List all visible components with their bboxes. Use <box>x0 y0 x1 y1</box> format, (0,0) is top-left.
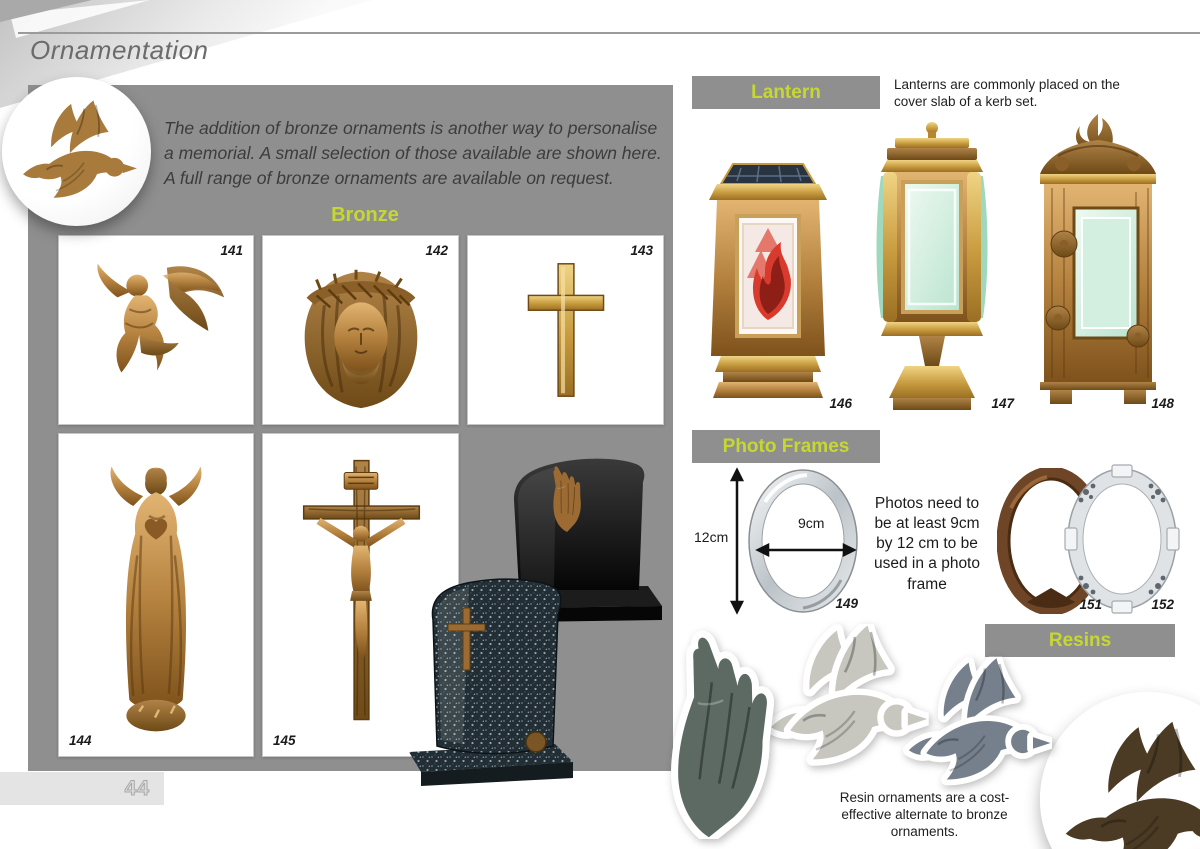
bronze-dove-dark-icon <box>1055 720 1200 849</box>
product-number: 146 <box>829 396 852 411</box>
product-number: 141 <box>220 243 243 258</box>
bronze-christ-head-icon <box>276 246 446 414</box>
header-rule <box>18 32 1200 34</box>
section-title-bronze: Bronze <box>331 204 399 226</box>
width-dimension-label: 9cm <box>798 515 825 531</box>
product-number: 148 <box>1151 396 1174 411</box>
section-title-photo-frames: Photo Frames <box>722 435 850 457</box>
bronze-dove-medallion <box>1040 692 1200 849</box>
product-number: 152 <box>1151 597 1174 612</box>
resin-dove-dark-image <box>900 655 1052 790</box>
bronze-christ-statue-icon <box>72 445 240 745</box>
page-title: Ornamentation <box>30 35 209 65</box>
lantern-caption: Lanterns are commonly placed on the cover slab of a kerb set. <box>894 77 1120 109</box>
resin-praying-hands-image <box>650 617 815 839</box>
intro-text: The addition of bronze ornaments is another way to personalise a memorial. A small selection of those available are shown here. A full range of bronze ornaments are available on request. <box>164 118 662 188</box>
height-dimension-label: 12cm <box>694 529 729 545</box>
section-header-resins <box>985 624 1175 657</box>
product-card-141 <box>58 235 254 425</box>
dove-badge <box>2 77 151 226</box>
lantern-148-image <box>1018 112 1178 414</box>
product-number: 144 <box>69 733 92 748</box>
section-title-resins: Resins <box>1048 629 1112 651</box>
resins-caption: Resin ornaments are a cost-effective alternate to bronze ornaments. <box>839 790 1010 839</box>
photo-frames-note: Photos need to be at least 9cm by 12 cm to be used in a photo frame <box>873 495 980 593</box>
product-number: 149 <box>835 596 858 611</box>
photo-frame-152-image <box>1064 464 1180 614</box>
product-number: 145 <box>273 733 296 748</box>
bronze-dove-icon <box>16 99 138 205</box>
product-card-144 <box>58 433 254 757</box>
bronze-cross-icon <box>481 246 651 414</box>
blue-pearl-headstone-image <box>403 556 588 796</box>
product-card-142 <box>262 235 459 425</box>
page-number: 44 <box>124 776 150 800</box>
product-number: 147 <box>991 396 1014 411</box>
bronze-angel-icon <box>72 246 240 414</box>
product-card-143 <box>467 235 664 425</box>
product-number: 143 <box>630 243 653 258</box>
lantern-147-image <box>857 118 1007 418</box>
product-number: 151 <box>1079 597 1102 612</box>
section-header-photo-frames <box>692 430 880 463</box>
dimension-arrows <box>690 466 890 616</box>
section-header-lantern <box>692 76 880 109</box>
lantern-146-image <box>703 158 833 410</box>
page-number-bar <box>0 772 164 805</box>
product-number: 142 <box>425 243 448 258</box>
section-title-lantern: Lantern <box>751 81 821 103</box>
